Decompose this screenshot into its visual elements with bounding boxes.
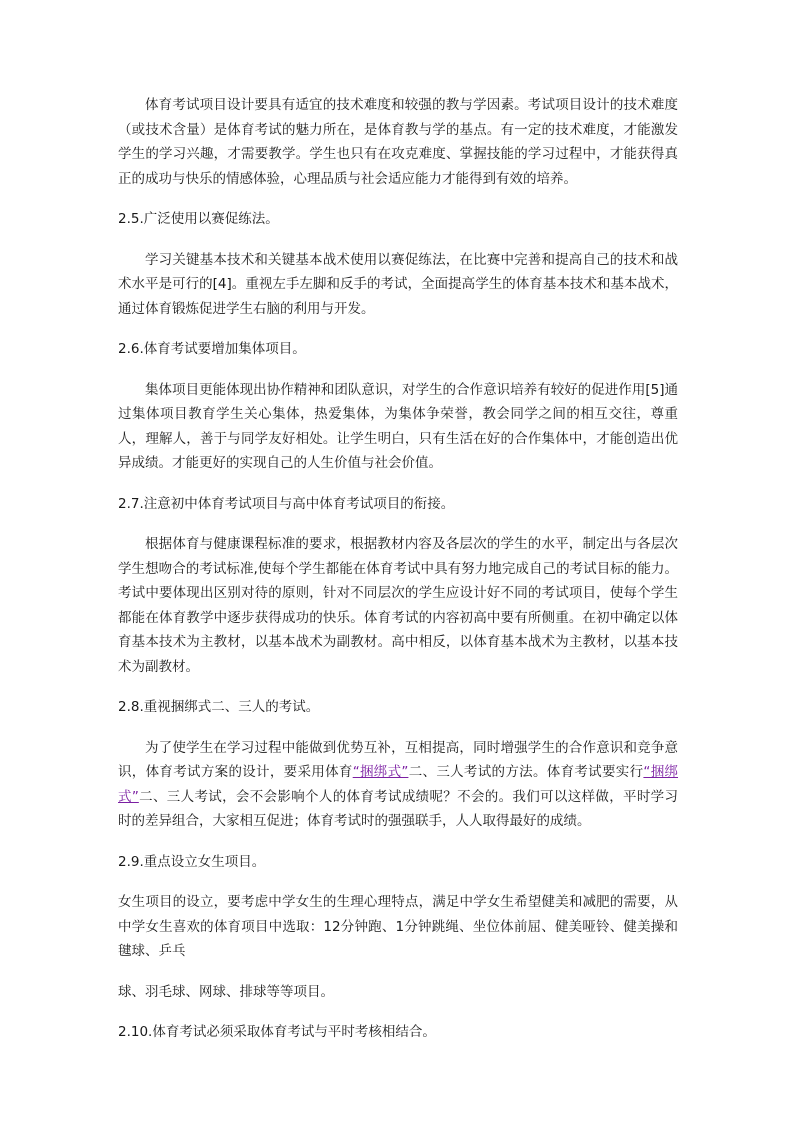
- bundled-text-b: 二、三人考试的方法。体育考试要实行: [408, 764, 644, 780]
- section-heading-2-9: 2.9.重点设立女生项目。: [118, 853, 266, 870]
- section-heading-2-8: 2.8.重视捆绑式二、三人的考试。: [118, 699, 320, 715]
- bundled-text-a: 为了使学生在学习过程中能做到优势互补，互相提高，同时增强学生的合作意识和竞争意识，体育考试方案的设计，要采用体育: [118, 739, 678, 780]
- paragraph-female-projects-continued: 球、羽毛球、网球、排球等等项目。: [118, 983, 334, 1000]
- paragraph-curriculum-standards: 根据体育与健康课程标准的要求，根据教材内容及各层次的学生的水平，制定出与各层次学生想吻合的考试标准,使每个学生都能在体育考试中具有努力地完成自己的考试目标的能力。考试中要体现出区别对待的原则，针对不同层次的学生应设计好不同的考试项目，使每个学生都能在体育教学中逐步获得成功的快乐。体育考试的内容初高中要有所侧重。在初中确定以体育基本技术为主教材，以基本战术为副教材。高中相反，以体育基本战术为主教材，以基本技术为副教材。: [118, 536, 678, 675]
- paragraph-team-projects: 集体项目更能体现出协作精神和团队意识，对学生的合作意识培养有较好的促进作用[5]通过集体项目教育学生关心集体，热爱集体，为集体争荣誉，教会同学之间的相互交往，尊重人，理解人，善于与同学友好相处。让学生明白，只有生活在好的合作集体中，才能创造出优异成绩。才能更好的实现自己的人生价值与社会价值。: [118, 381, 678, 471]
- bundled-link-2[interactable]: “捆绑式”: [118, 764, 679, 805]
- bundled-text-c: 二、三人考试，会不会影响个人的体育考试成绩呢？不会的。我们可以这样做，平时学习时的差异组合，大家相互促进；体育考试时的强强联手，人人取得最好的成绩。: [118, 788, 679, 829]
- section-heading-2-10: 2.10.体育考试必须采取体育考试与平时考核相结合。: [118, 1024, 436, 1040]
- paragraph-bundled-exam: [118, 736, 678, 834]
- section-heading-2-5: 2.5.广泛使用以赛促练法。: [118, 211, 279, 227]
- paragraph-female-projects: 女生项目的设立，要考虑中学女生的生理心理特点，满足中学女生希望健美和减肥的需要，从中学女生喜欢的体育项目中选取：12分钟跑、1分钟跳绳、坐位体前屈、健美哑铃、健美操和毽球、乒乓: [118, 894, 678, 959]
- document-body: [118, 93, 678, 1045]
- bundled-link-1[interactable]: “捆绑式”: [352, 764, 409, 780]
- section-heading-2-6: 2.6.体育考试要增加集体项目。: [118, 341, 306, 357]
- paragraph-technical-difficulty: 体育考试项目设计要具有适宜的技术难度和较强的教与学因素。考试项目设计的技术难度（或技术含量）是体育考试的魅力所在，是体育教与学的基点。有一定的技术难度，才能激发学生的学习兴趣，才需要教学。学生也只有在攻克难度、掌握技能的学习过程中，才能获得真正的成功与快乐的情感体验，心理品质与社会适应能力才能得到有效的培养。: [118, 97, 678, 187]
- paragraph-competition-practice: 学习关键基本技术和关键基本战术使用以赛促练法，在比赛中完善和提高自己的技术和战术水平是可行的[4]。重视左手左脚和反手的考试，全面提高学生的体育基本技术和基本战术，通过体育锻炼促进学生右脑的利用与开发。: [118, 251, 678, 317]
- section-heading-2-7: 2.7.注意初中体育考试项目与高中体育考试项目的衔接。: [118, 495, 455, 512]
